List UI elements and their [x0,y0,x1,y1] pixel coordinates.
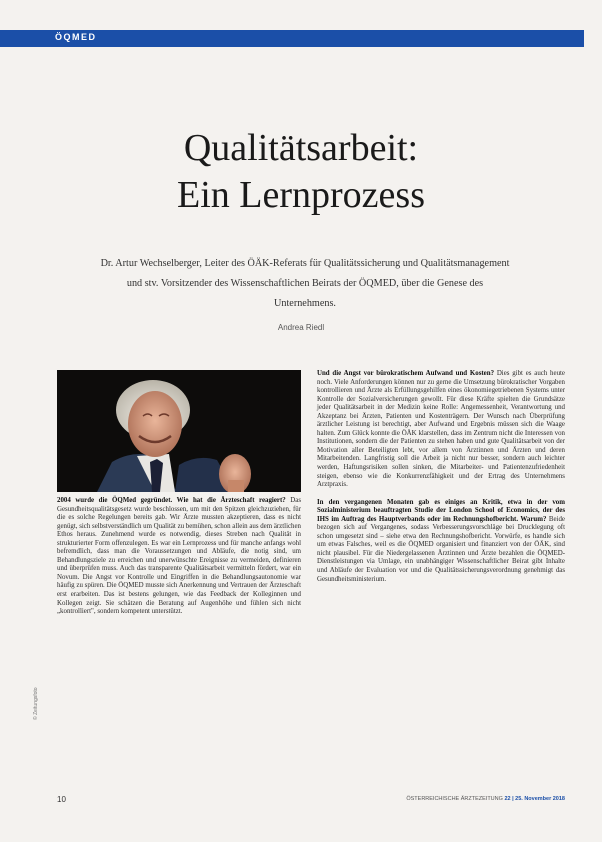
portrait-illustration [57,370,301,492]
right-column [317,370,565,584]
section-header-bar [0,30,584,47]
page-number: 10 [57,795,66,804]
portrait-photo [57,370,301,492]
interview-answer-block [57,497,301,617]
interview-answer-1: Dies gibt es auch heute noch. Viele Anforderungen können nur zu gerne die Umsetzung bürokratischer Vorgaben kontrollieren und Ärzte als Erfüllungsgehilfen eines ökonomiegetriebenen Systems unter Kontrolle der Sozialversicherungen gewollt. Für diese Kräfte spielten die Grundsätze jeder Qualitätsarbeit in der Medizin keine Rolle: Angemessenheit, Verantwortung und Akzeptanz bei Ärzten, Patienten und Kostenträgern. Der Wunsch nach Überprüfung ärztlicher Leistung ist berechtigt, aber Aufwand und Ergebnis müssen sich die Waage halten. Zum Glück konnte die ÖÄK klarstellen, dass im Zentrum nicht die Interessen von Institutionen, sondern die der Patienten zu stehen haben und gute Qualitätsarbeit von der Motivation aller Beteiligten lebt, vor allem von Ärztinnen und Ärzten und deren Mitarbeitenden. Langfristig soll die Arbeit ja nicht nur besser, sondern auch leichter werden, Haftungsrisiken sollen sinken, die Mitarbeiter- und Patientenzufriedenheit steigen, ebenso wie die Konkurrenzfähigkeit und der Ertrag des Unternehmens Arztpraxis. [317,370,565,489]
interview-answer: Das Gesundheitsqualitätsgesetz wurde beschlossen, um mit den Spitzen gleichzuziehen, für die es solche Regelungen bereits gab. Wir Ärzte mussten akzeptieren, dass es nicht genügt, sich selbstverständlich um Qualität zu bemühen, schon allein aus dem ärztlichen Ethos heraus. Zunehmend wurde es notwendig, dieses Streben nach Qualität in strukturierter Form offenzulegen. Es war ein Lernprozess und für manche anfangs wohl befremdlich, dass man die Voraussetzungen und Abläufe, die notig sind, um Behandlungsziele zu erreichen und unerwünschte Ereignisse zu vermeiden, definieren und überprüfen muss. Auch das transparente Qualitätsarbeit vermitteln fördert, war ein Novum. Die Angst vor Kontrolle und Eingriffen in die Behandlungsautonomie war häufig zu spüren. Die ÖQMED musste sich Anerkennung und Vertrauen der Ärzteschaft erst erarbeiten. Das ist bestens gelungen, wie das Feedback der Kolleginnen und Kollegen zeigt. Sie schätzen die Beratung auf Augenhöhe und fühlen sich nicht „kontrolliert", sondern kompetent unterstützt. [57,497,301,616]
publication-footer [406,796,565,802]
left-column [57,497,301,617]
publication-name: ÖSTERREICHISCHE ÄRZTEZEITUNG [406,796,503,802]
issue-info: 22 | 25. November 2018 [504,796,565,802]
interview-answer-2: Beide bezogen sich auf Vergangenes, sodass Verbesserungsvorschläge bei Drucklegung oft schon umgesetzt sind – siehe etwa den Rechnungshofbericht. Vorwürfe, es handle sich um etwas Falsches, weil es die ÖQMED organisiert und finanziert von der ÖÄK, sind nicht plausibel. Für die Niedergelassenen Ärztinnen und Ärzte bezahlen die ÖQMED-Dienstleistungen via Umlage, ein unabhängiger Wissenschaftlicher Beirat gibt Inhalte und Abläufe der Evaluation vor und die Qualitätssicherungsverordnung genehmigt das Gesundheitsministerium. [317,515,565,583]
interview-question-2: In den vergangenen Monaten gab es einiges an Kritik, etwa in der vom Sozialministerium beauftragten Studie der London School of Economics, der des IHS im Auftrag des Hauptverbands oder im Rechnungshofbericht. Warum? [317,498,565,523]
article-lead: Dr. Artur Wechselberger, Leiter des ÖÄK-Referats für Qualitätssicherung und Qualitätsmanagement und stv. Vorsitzender des Wissenschaftlichen Beirats der ÖQMED, über die Genese des Unternehmens. [100,258,510,309]
interview-question-block-1 [317,370,565,490]
section-label: ÖQMED [55,32,97,42]
article-title-line-1: Qualitätsarbeit: [183,127,419,169]
interview-question-block-2 [317,499,565,584]
author-byline: Andrea Riedl [277,323,325,332]
article-title-line-2: Ein Lernprozess [177,174,425,216]
interview-question-1: Und die Angst vor bürokratischem Aufwand und Kosten? [317,370,495,377]
interview-question: 2004 wurde die ÖQMed gegründet. Wie hat die Ärzteschaft reagiert? [57,497,286,504]
photo-credit: © Zeitungsfoto [33,687,39,720]
